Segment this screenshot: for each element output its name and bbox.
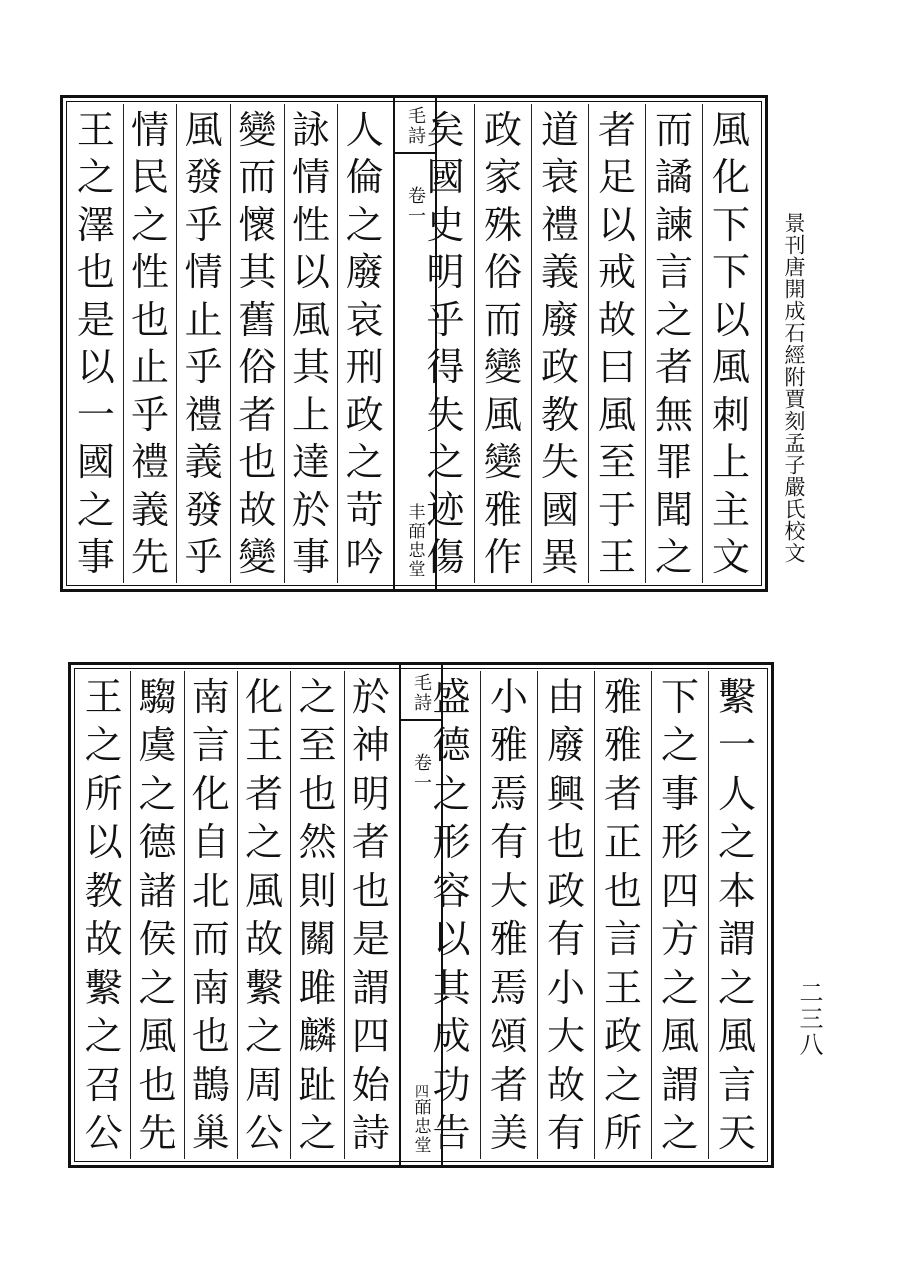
glyph: 失 bbox=[540, 440, 579, 485]
glyph: 故 bbox=[597, 297, 636, 342]
text-column bbox=[594, 671, 651, 1159]
glyph: 雅 bbox=[603, 723, 642, 768]
glyph: 所 bbox=[84, 771, 123, 816]
glyph: 之 bbox=[245, 820, 284, 865]
bottom-right-text-block bbox=[423, 671, 765, 1159]
glyph: 乎 bbox=[184, 345, 223, 390]
glyph: 舊 bbox=[238, 297, 277, 342]
glyph: 盛 bbox=[432, 675, 471, 719]
top-spine bbox=[393, 98, 437, 589]
bottom-left-text-block bbox=[77, 671, 397, 1159]
glyph: 廢 bbox=[540, 297, 579, 342]
glyph: 廢 bbox=[546, 723, 585, 768]
glyph: 性 bbox=[291, 202, 330, 247]
glyph: 雎 bbox=[298, 965, 337, 1010]
glyph: 北 bbox=[191, 868, 230, 913]
glyph: 繫 bbox=[717, 675, 756, 719]
glyph: 一 bbox=[76, 392, 115, 437]
bottom-spine-title: 毛詩 bbox=[411, 673, 432, 713]
glyph: 侯 bbox=[138, 917, 177, 962]
glyph: 倫 bbox=[345, 155, 384, 200]
text-column bbox=[708, 671, 765, 1159]
glyph: 故 bbox=[84, 917, 123, 962]
glyph: 於 bbox=[291, 487, 330, 532]
glyph: 乎 bbox=[130, 392, 169, 437]
glyph: 風 bbox=[138, 1014, 177, 1059]
glyph: 民 bbox=[130, 155, 169, 200]
glyph: 虞 bbox=[138, 723, 177, 768]
glyph: 者 bbox=[245, 771, 284, 816]
top-spine-volume: 卷一 bbox=[405, 186, 426, 226]
glyph: 天 bbox=[717, 1110, 756, 1155]
top-left-text-block bbox=[69, 104, 391, 583]
glyph: 之 bbox=[84, 1014, 123, 1059]
glyph: 政 bbox=[345, 392, 384, 437]
glyph: 公 bbox=[84, 1110, 123, 1155]
glyph: 繫 bbox=[84, 965, 123, 1010]
glyph: 關 bbox=[298, 917, 337, 962]
glyph: 懷 bbox=[238, 202, 277, 247]
glyph: 召 bbox=[84, 1062, 123, 1107]
glyph: 廢 bbox=[345, 250, 384, 295]
glyph: 之 bbox=[138, 771, 177, 816]
text-column bbox=[130, 671, 183, 1159]
glyph: 四 bbox=[351, 1014, 390, 1059]
page-number: 二三八 bbox=[795, 980, 823, 1058]
glyph: 方 bbox=[660, 917, 699, 962]
glyph: 發 bbox=[184, 487, 223, 532]
text-column bbox=[651, 671, 708, 1159]
glyph: 德 bbox=[138, 820, 177, 865]
glyph: 大 bbox=[546, 1014, 585, 1059]
glyph: 神 bbox=[351, 723, 390, 768]
glyph: 風 bbox=[597, 392, 636, 437]
glyph: 戒 bbox=[597, 250, 636, 295]
glyph: 之 bbox=[717, 820, 756, 865]
glyph: 形 bbox=[432, 820, 471, 865]
glyph: 之 bbox=[298, 1110, 337, 1155]
glyph: 傷 bbox=[426, 534, 465, 579]
glyph: 事 bbox=[660, 771, 699, 816]
glyph: 譎 bbox=[654, 155, 693, 200]
text-column bbox=[702, 104, 759, 583]
glyph: 之 bbox=[660, 1110, 699, 1155]
glyph: 之 bbox=[76, 155, 115, 200]
glyph: 澤 bbox=[76, 202, 115, 247]
glyph: 功 bbox=[432, 1062, 471, 1107]
text-column bbox=[290, 671, 343, 1159]
glyph: 政 bbox=[546, 868, 585, 913]
glyph: 故 bbox=[546, 1062, 585, 1107]
glyph: 麟 bbox=[298, 1014, 337, 1059]
glyph: 是 bbox=[76, 297, 115, 342]
glyph: 明 bbox=[426, 250, 465, 295]
glyph: 容 bbox=[432, 868, 471, 913]
glyph: 禮 bbox=[130, 440, 169, 485]
text-column bbox=[230, 104, 284, 583]
glyph: 者 bbox=[238, 392, 277, 437]
glyph: 風 bbox=[291, 297, 330, 342]
glyph: 之 bbox=[717, 965, 756, 1010]
glyph: 人 bbox=[717, 771, 756, 816]
glyph: 也 bbox=[138, 1062, 177, 1107]
glyph: 王 bbox=[603, 965, 642, 1010]
glyph: 美 bbox=[489, 1110, 528, 1155]
glyph: 本 bbox=[717, 868, 756, 913]
glyph: 巢 bbox=[191, 1110, 230, 1155]
glyph: 由 bbox=[546, 675, 585, 719]
glyph: 止 bbox=[130, 345, 169, 390]
glyph: 作 bbox=[483, 534, 522, 579]
glyph: 事 bbox=[76, 534, 115, 579]
glyph: 義 bbox=[540, 250, 579, 295]
glyph: 矣 bbox=[426, 108, 465, 152]
text-column bbox=[531, 104, 588, 583]
glyph: 大 bbox=[489, 868, 528, 913]
glyph: 言 bbox=[654, 250, 693, 295]
glyph: 失 bbox=[426, 392, 465, 437]
glyph: 風 bbox=[711, 108, 750, 152]
glyph: 止 bbox=[184, 297, 223, 342]
glyph: 自 bbox=[191, 820, 230, 865]
glyph: 而 bbox=[191, 917, 230, 962]
text-column bbox=[480, 671, 537, 1159]
glyph: 殊 bbox=[483, 202, 522, 247]
glyph: 于 bbox=[597, 487, 636, 532]
glyph: 足 bbox=[597, 155, 636, 200]
glyph: 者 bbox=[351, 820, 390, 865]
glyph: 而 bbox=[654, 108, 693, 152]
glyph: 上 bbox=[711, 440, 750, 485]
glyph: 風 bbox=[660, 1014, 699, 1059]
glyph: 之 bbox=[76, 487, 115, 532]
glyph: 禮 bbox=[540, 202, 579, 247]
glyph: 刑 bbox=[345, 345, 384, 390]
glyph: 國 bbox=[426, 155, 465, 200]
glyph: 至 bbox=[597, 440, 636, 485]
glyph: 上 bbox=[291, 392, 330, 437]
glyph: 道 bbox=[540, 108, 579, 152]
glyph: 明 bbox=[351, 771, 390, 816]
glyph: 俗 bbox=[483, 250, 522, 295]
text-column bbox=[588, 104, 645, 583]
glyph: 之 bbox=[345, 440, 384, 485]
top-right-text-block bbox=[417, 104, 759, 583]
glyph: 風 bbox=[717, 1014, 756, 1059]
bottom-spine bbox=[399, 665, 443, 1165]
glyph: 也 bbox=[351, 868, 390, 913]
glyph: 情 bbox=[184, 250, 223, 295]
glyph: 達 bbox=[291, 440, 330, 485]
glyph: 之 bbox=[298, 675, 337, 719]
glyph: 主 bbox=[711, 487, 750, 532]
top-page-panel bbox=[60, 95, 768, 592]
glyph: 教 bbox=[84, 868, 123, 913]
glyph: 則 bbox=[298, 868, 337, 913]
glyph: 騶 bbox=[138, 675, 177, 719]
glyph: 變 bbox=[483, 345, 522, 390]
text-column bbox=[337, 104, 391, 583]
glyph: 變 bbox=[238, 534, 277, 579]
bottom-spine-hall: 皕忠堂 bbox=[410, 1098, 431, 1155]
glyph: 於 bbox=[351, 675, 390, 719]
text-column bbox=[77, 671, 130, 1159]
glyph: 罪 bbox=[654, 440, 693, 485]
glyph: 南 bbox=[191, 965, 230, 1010]
glyph: 焉 bbox=[489, 965, 528, 1010]
glyph: 也 bbox=[191, 1014, 230, 1059]
glyph: 也 bbox=[76, 250, 115, 295]
glyph: 鵲 bbox=[191, 1062, 230, 1107]
glyph: 迹 bbox=[426, 487, 465, 532]
glyph: 也 bbox=[130, 297, 169, 342]
glyph: 者 bbox=[489, 1062, 528, 1107]
glyph: 之 bbox=[138, 965, 177, 1010]
book-title: 景刊唐開成石經附賈刻孟子嚴氏校文 bbox=[782, 212, 806, 564]
glyph: 情 bbox=[291, 155, 330, 200]
glyph: 無 bbox=[654, 392, 693, 437]
glyph: 德 bbox=[432, 723, 471, 768]
glyph: 教 bbox=[540, 392, 579, 437]
top-spine-title: 毛詩 bbox=[405, 106, 426, 146]
glyph: 性 bbox=[130, 250, 169, 295]
glyph: 之 bbox=[130, 202, 169, 247]
glyph: 周 bbox=[245, 1062, 284, 1107]
glyph: 頌 bbox=[489, 1014, 528, 1059]
glyph: 而 bbox=[238, 155, 277, 200]
glyph: 也 bbox=[603, 868, 642, 913]
glyph: 情 bbox=[130, 108, 169, 152]
glyph: 詩 bbox=[351, 1110, 390, 1155]
glyph: 下 bbox=[711, 202, 750, 247]
glyph: 風 bbox=[711, 345, 750, 390]
glyph: 雅 bbox=[489, 723, 528, 768]
glyph: 化 bbox=[711, 155, 750, 200]
glyph: 之 bbox=[84, 723, 123, 768]
glyph: 告 bbox=[432, 1110, 471, 1155]
text-column bbox=[474, 104, 531, 583]
glyph: 有 bbox=[489, 820, 528, 865]
glyph: 先 bbox=[138, 1110, 177, 1155]
glyph: 俗 bbox=[238, 345, 277, 390]
glyph: 者 bbox=[603, 771, 642, 816]
glyph: 雅 bbox=[489, 917, 528, 962]
glyph: 王 bbox=[597, 534, 636, 579]
glyph: 諸 bbox=[138, 868, 177, 913]
glyph: 之 bbox=[660, 965, 699, 1010]
glyph: 公 bbox=[245, 1110, 284, 1155]
glyph: 義 bbox=[130, 487, 169, 532]
glyph: 之 bbox=[245, 1014, 284, 1059]
glyph: 乎 bbox=[426, 297, 465, 342]
glyph: 國 bbox=[540, 487, 579, 532]
glyph: 文 bbox=[711, 534, 750, 579]
glyph: 以 bbox=[84, 820, 123, 865]
glyph: 下 bbox=[711, 250, 750, 295]
glyph: 政 bbox=[483, 108, 522, 152]
bottom-page-panel bbox=[68, 662, 774, 1168]
glyph: 小 bbox=[546, 965, 585, 1010]
text-column bbox=[123, 104, 177, 583]
glyph: 謂 bbox=[351, 965, 390, 1010]
glyph: 然 bbox=[298, 820, 337, 865]
text-column bbox=[344, 671, 397, 1159]
glyph: 興 bbox=[546, 771, 585, 816]
top-spine-divider bbox=[395, 152, 435, 154]
text-column bbox=[237, 671, 290, 1159]
text-column bbox=[537, 671, 594, 1159]
glyph: 家 bbox=[483, 155, 522, 200]
glyph: 有 bbox=[546, 917, 585, 962]
glyph: 得 bbox=[426, 345, 465, 390]
glyph: 王 bbox=[76, 108, 115, 152]
glyph: 發 bbox=[184, 155, 223, 200]
glyph: 繫 bbox=[245, 965, 284, 1010]
glyph: 也 bbox=[298, 771, 337, 816]
glyph: 故 bbox=[238, 487, 277, 532]
glyph: 正 bbox=[603, 820, 642, 865]
glyph: 政 bbox=[603, 1014, 642, 1059]
glyph: 以 bbox=[76, 345, 115, 390]
glyph: 雅 bbox=[603, 675, 642, 719]
glyph: 哀 bbox=[345, 297, 384, 342]
glyph: 者 bbox=[654, 345, 693, 390]
glyph: 以 bbox=[711, 297, 750, 342]
glyph: 衰 bbox=[540, 155, 579, 200]
glyph: 風 bbox=[245, 868, 284, 913]
text-column bbox=[69, 104, 123, 583]
glyph: 先 bbox=[130, 534, 169, 579]
glyph: 言 bbox=[603, 917, 642, 962]
text-column bbox=[284, 104, 338, 583]
glyph: 南 bbox=[191, 675, 230, 719]
glyph: 苛 bbox=[345, 487, 384, 532]
glyph: 有 bbox=[546, 1110, 585, 1155]
glyph: 其 bbox=[238, 250, 277, 295]
bottom-spine-volume: 卷一 bbox=[411, 753, 432, 793]
glyph: 刺 bbox=[711, 392, 750, 437]
glyph: 至 bbox=[298, 723, 337, 768]
glyph: 形 bbox=[660, 820, 699, 865]
glyph: 雅 bbox=[483, 487, 522, 532]
text-column bbox=[184, 671, 237, 1159]
glyph: 小 bbox=[489, 675, 528, 719]
glyph: 之 bbox=[426, 440, 465, 485]
glyph: 風 bbox=[483, 392, 522, 437]
glyph: 史 bbox=[426, 202, 465, 247]
glyph: 所 bbox=[603, 1110, 642, 1155]
glyph: 謂 bbox=[660, 1062, 699, 1107]
glyph: 焉 bbox=[489, 771, 528, 816]
glyph: 國 bbox=[76, 440, 115, 485]
glyph: 也 bbox=[238, 440, 277, 485]
bottom-spine-page: 四 bbox=[413, 1084, 429, 1098]
glyph: 始 bbox=[351, 1062, 390, 1107]
glyph: 事 bbox=[291, 534, 330, 579]
glyph: 異 bbox=[540, 534, 579, 579]
glyph: 王 bbox=[245, 723, 284, 768]
glyph: 是 bbox=[351, 917, 390, 962]
glyph: 成 bbox=[432, 1014, 471, 1059]
glyph: 之 bbox=[660, 723, 699, 768]
glyph: 聞 bbox=[654, 487, 693, 532]
glyph: 其 bbox=[432, 965, 471, 1010]
glyph: 趾 bbox=[298, 1062, 337, 1107]
glyph: 之 bbox=[345, 202, 384, 247]
glyph: 政 bbox=[540, 345, 579, 390]
text-column bbox=[645, 104, 702, 583]
glyph: 言 bbox=[191, 723, 230, 768]
glyph: 化 bbox=[245, 675, 284, 719]
glyph: 之 bbox=[603, 1062, 642, 1107]
glyph: 之 bbox=[432, 771, 471, 816]
glyph: 諫 bbox=[654, 202, 693, 247]
glyph: 以 bbox=[432, 917, 471, 962]
glyph: 人 bbox=[345, 108, 384, 152]
glyph: 謂 bbox=[717, 917, 756, 962]
glyph: 之 bbox=[654, 534, 693, 579]
glyph: 乎 bbox=[184, 534, 223, 579]
glyph: 吟 bbox=[345, 534, 384, 579]
glyph: 者 bbox=[597, 108, 636, 152]
bottom-spine-divider bbox=[401, 719, 441, 721]
glyph: 以 bbox=[597, 202, 636, 247]
glyph: 曰 bbox=[597, 345, 636, 390]
glyph: 之 bbox=[654, 297, 693, 342]
glyph: 下 bbox=[660, 675, 699, 719]
glyph: 四 bbox=[660, 868, 699, 913]
glyph: 風 bbox=[184, 108, 223, 152]
glyph: 以 bbox=[291, 250, 330, 295]
glyph: 乎 bbox=[184, 202, 223, 247]
glyph: 故 bbox=[245, 917, 284, 962]
glyph: 變 bbox=[483, 440, 522, 485]
glyph: 也 bbox=[546, 820, 585, 865]
glyph: 禮 bbox=[184, 392, 223, 437]
glyph: 其 bbox=[291, 345, 330, 390]
glyph: 化 bbox=[191, 771, 230, 816]
glyph: 義 bbox=[184, 440, 223, 485]
glyph: 而 bbox=[483, 297, 522, 342]
glyph: 詠 bbox=[291, 108, 330, 152]
text-column bbox=[176, 104, 230, 583]
top-spine-hall: 丰皕忠堂 bbox=[404, 503, 425, 579]
glyph: 一 bbox=[717, 723, 756, 768]
glyph: 變 bbox=[238, 108, 277, 152]
glyph: 言 bbox=[717, 1062, 756, 1107]
glyph: 王 bbox=[84, 675, 123, 719]
